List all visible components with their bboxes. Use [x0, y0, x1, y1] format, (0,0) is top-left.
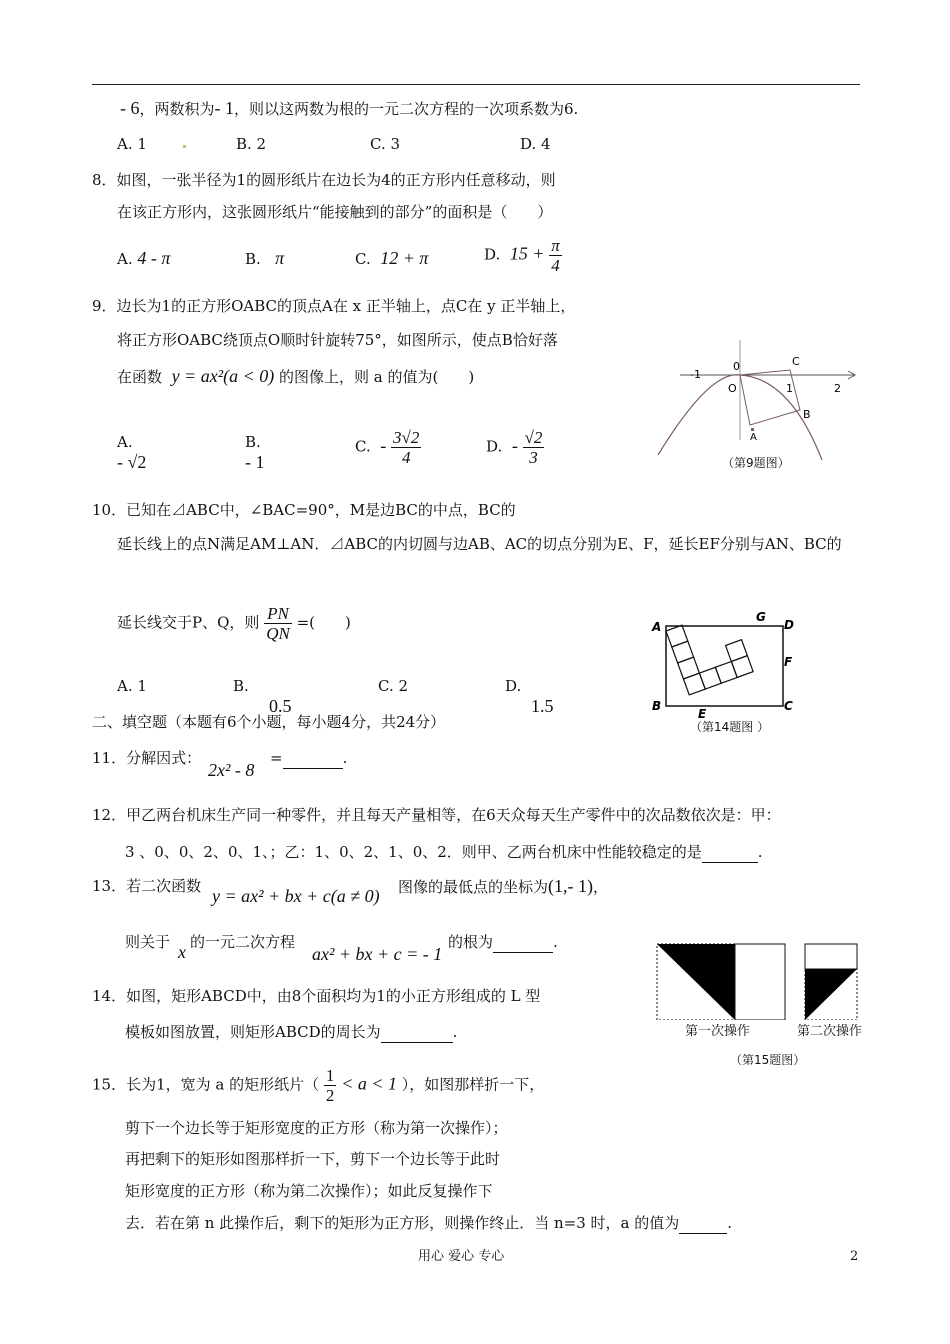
q8-d-fraction: $\frac{\pi}{4}$ [551, 236, 560, 275]
footer-center: 用心 爱心 专心 [418, 1249, 505, 1264]
section-2-heading: 二、填空题（本题有6个小题，每小题4分，共24分） [92, 713, 446, 731]
q12-blank[interactable] [702, 842, 758, 863]
label-b: B [803, 408, 811, 421]
q7-option-a: A. 1 [117, 135, 147, 153]
q13-line1-b: 图像的最低点的坐标为(1,- 1)， [398, 876, 609, 896]
q15-line1: 15．长为1，宽为 a 的矩形纸片（ $\frac{1}{2}$ < a < 1 ），如图那样折一下， [92, 1066, 545, 1105]
second-op-remainder [805, 944, 857, 969]
speck-mark [183, 145, 186, 148]
label-neg1: -1 [690, 368, 701, 381]
figure-9 [650, 330, 870, 470]
q9-option-b: B. - 1 [245, 433, 265, 472]
q10-line1: 10．已知在⊿ABC中，∠BAC=90°，M是边BC的中点，BC的 [92, 501, 516, 519]
q14-blank[interactable] [381, 1022, 453, 1043]
rotated-square [740, 370, 800, 425]
q10-option-b: B. 0.5 [233, 677, 292, 716]
q7-option-b: B. 2 [236, 135, 267, 153]
label-b: B [652, 699, 662, 713]
q15-line2: 剪下一个边长等于矩形宽度的正方形（称为第一次操作）； [125, 1119, 508, 1137]
second-op-fold [805, 969, 857, 1020]
q8-option-b: B. π [245, 248, 285, 268]
label-zero: 0 [733, 360, 740, 373]
label-a: A [652, 620, 662, 634]
q12-line2: 3 、0、0、2、0、1、；乙：1、0、2、1、0、2．则甲、乙两台机床中性能较稳定的是 . [125, 843, 763, 861]
first-op-remainder [735, 944, 785, 1020]
q7-line1: - 6，两数积为- 1，则以这两数为根的一元二次方程的一次项系数为6. [120, 98, 579, 118]
q14-line1: 14．如图，矩形ABCD中，由8个面积均为1的小正方形组成的 L 型 [92, 987, 541, 1005]
q13-line1-math: y = ax² + bx + c(a ≠ 0) [212, 886, 380, 906]
header-rule [92, 84, 860, 85]
q13-line2-a: 则关于 [125, 933, 171, 951]
q11-text: 11．分解因式： [92, 749, 202, 767]
label-origin: O [728, 382, 737, 395]
fig9-caption: （第9题图） [722, 456, 790, 470]
label-c: C [792, 355, 800, 368]
q8-line1: 8．如图，一张半径为1的圆形纸片在边长为4的正方形内任意移动，则 [92, 171, 556, 189]
q10-line3: 延长线交于P、Q，则 $\frac{PN}{QN}$ =( ) [117, 604, 351, 643]
q9-option-a: A. - √2 [117, 433, 147, 472]
label-one: 1 [786, 382, 793, 395]
page-number: 2 [850, 1249, 859, 1264]
figure-14 [648, 606, 798, 718]
q11-blank[interactable] [283, 748, 343, 769]
q13-line2-math: ax² + bx + c = - 1 [312, 944, 443, 964]
q13-line2-c: 的根为 . [448, 933, 558, 951]
q13-line2-x: x [178, 942, 186, 962]
q13-line1-a: 13．若二次函数 [92, 877, 202, 895]
q11-answer: = . [270, 749, 348, 767]
first-op-fold [657, 944, 735, 1020]
q14-line2: 模板如图放置，则矩形ABCD的周长为 . [125, 1023, 458, 1041]
q8-line2: 在该正方形内，这张圆形纸片“能接触到的部分”的面积是（ ） [117, 203, 553, 221]
rectangle-abcd [666, 626, 783, 706]
label-d: D [784, 618, 794, 632]
label-c: C [784, 699, 793, 713]
q15-blank[interactable] [679, 1213, 727, 1234]
fig14-caption: （第14题图 ） [690, 720, 770, 734]
label-e: E [698, 707, 707, 718]
q10-option-c: C. 2 [378, 677, 409, 695]
fig15-label-1: 第一次操作 [685, 1024, 751, 1039]
q9-option-d: D. - $\frac{√2}{3}$ [486, 428, 543, 467]
label-g: G [756, 610, 766, 624]
q8-option-d: D. 15 + $\frac{\pi}{4}$ [484, 236, 560, 275]
label-two: 2 [834, 382, 841, 395]
q11-math: 2x² - 8 [208, 760, 255, 780]
fig15-caption: （第15题图） [730, 1053, 806, 1067]
q9-line2: 将正方形OABC绕顶点O顺时针旋转75°，如图所示，使点B恰好落 [117, 331, 558, 349]
q13-line2-b: 的一元二次方程 [190, 933, 296, 951]
q9-line1: 9．边长为1的正方形OABC的顶点A在 x 正半轴上，点C在 y 正半轴上， [92, 297, 576, 315]
q7-option-c: C. 3 [370, 135, 401, 153]
label-f: F [784, 655, 793, 669]
figure-15 [655, 940, 870, 1020]
q10-option-d: D. 1.5 [505, 677, 554, 716]
q15-line3: 再把剩下的矩形如图那样折一下，剪下一个边长等于此时 [125, 1150, 501, 1168]
label-a: A [750, 432, 757, 443]
q9-line3: 在函数 y = ax²(a < 0) 的图像上，则 a 的值为( ) [117, 366, 475, 386]
q13-blank[interactable] [493, 932, 553, 953]
q15-line5: 去．若在第 n 此操作后，剩下的矩形为正方形，则操作终止．当 n=3 时，a 的值为 . [125, 1214, 733, 1232]
q9-option-c: C. - $\frac{3√2}{4}$ [355, 428, 420, 467]
q10-option-a: A. 1 [117, 677, 147, 695]
q15-fraction: $\frac{1}{2}$ [325, 1066, 335, 1105]
q10-line2: 延长线上的点N满足AM⊥AN．⊿ABC的内切圆与边AB、AC的切点分别为E、F，延长EF分别与AN、BC的 [117, 535, 842, 553]
q10-fraction: $\frac{PN}{QN}$ [266, 604, 290, 643]
l-template [666, 608, 753, 695]
fig15-label-2: 第二次操作 [797, 1024, 863, 1039]
q12-line1: 12．甲乙两台机床生产同一种零件，并且每天产量相等，在6天众每天生产零件中的次品数依次是：甲： [92, 806, 781, 824]
q8-option-c: C. 12 + π [355, 248, 429, 268]
q8-option-a: A. 4 - π [117, 248, 171, 268]
q15-line4: 矩形宽度的正方形（称为第二次操作）；如此反复操作下 [125, 1182, 493, 1200]
point-a [751, 428, 754, 431]
q7-option-d: D. 4 [520, 135, 551, 153]
